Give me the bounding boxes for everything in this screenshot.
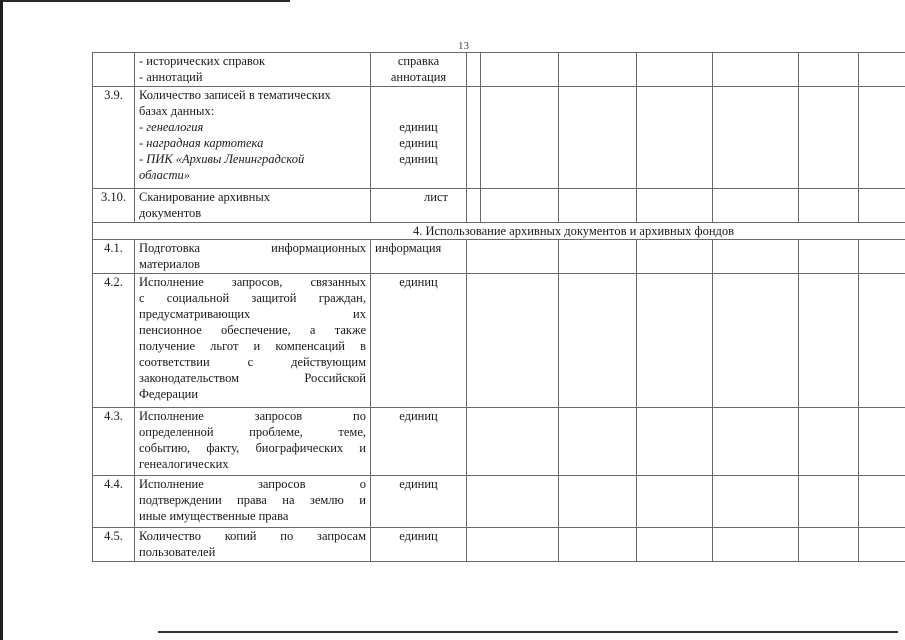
row-item: - генеалогия <box>139 120 204 134</box>
row-text-line: пенсионное обеспечение, а также <box>139 323 366 337</box>
table-row <box>93 408 905 476</box>
empty-cell <box>637 53 713 87</box>
row-text-line: предусматривающих их <box>139 307 366 321</box>
row-title-line: документов <box>139 206 202 220</box>
empty-cell <box>481 189 559 223</box>
row-text-line: с социальной защитой граждан, <box>139 291 366 305</box>
page-number: 13 <box>458 40 469 52</box>
row-unit <box>371 53 467 87</box>
row-name <box>135 528 371 562</box>
empty-cell <box>799 476 859 528</box>
empty-cell <box>467 528 559 562</box>
table-row <box>93 274 905 408</box>
empty-cell <box>859 189 905 223</box>
empty-cell <box>559 189 637 223</box>
empty-cell <box>859 53 905 87</box>
table-row <box>93 189 905 223</box>
empty-cell <box>559 274 637 408</box>
row-text-line: Федерации <box>139 387 199 401</box>
row-text-line: Подготовка информационных <box>139 241 366 255</box>
empty-cell <box>559 476 637 528</box>
row-item: - наградная картотека <box>139 136 264 150</box>
empty-cell <box>713 274 799 408</box>
row-text-line: пользователей <box>139 545 216 559</box>
row-text-line: иные имущественные права <box>139 509 289 523</box>
row-unit: информация <box>371 240 467 274</box>
row-text-line: Исполнение запросов о <box>139 477 366 491</box>
unit-label: единиц <box>399 152 438 166</box>
empty-cell <box>467 240 559 274</box>
unit-label: единиц <box>399 136 438 150</box>
archive-work-plan-table <box>92 52 905 562</box>
empty-cell <box>481 87 559 189</box>
section-title: 4. Использование архивных документов и архивных фондов <box>93 223 905 240</box>
row-number: 3.10. <box>93 189 135 223</box>
row-number: 4.1. <box>93 240 135 274</box>
row-title-line: базах данных: <box>139 104 215 118</box>
scan-top-edge <box>0 0 290 2</box>
row-unit <box>371 87 467 189</box>
table-row <box>93 87 905 189</box>
empty-cell <box>637 528 713 562</box>
table-row <box>93 53 905 87</box>
empty-cell <box>859 87 905 189</box>
row-item: области» <box>139 168 190 182</box>
table-row <box>93 240 905 274</box>
empty-cell <box>713 476 799 528</box>
empty-cell <box>799 240 859 274</box>
empty-cell <box>637 189 713 223</box>
empty-cell <box>559 53 637 87</box>
table-row <box>93 476 905 528</box>
unit-label: аннотация <box>390 70 447 84</box>
row-title-line: Сканирование архивных <box>139 190 270 204</box>
section-heading-row <box>93 223 905 240</box>
row-number: 4.4. <box>93 476 135 528</box>
row-text-line: соответствии с действующим <box>139 355 366 369</box>
empty-cell <box>713 240 799 274</box>
row-name <box>135 274 371 408</box>
row-number: 3.9. <box>93 87 135 189</box>
empty-cell <box>859 274 905 408</box>
row-item: - аннотаций <box>139 70 203 84</box>
scan-bottom-rule <box>158 631 898 633</box>
empty-cell <box>713 87 799 189</box>
row-text-line: материалов <box>139 257 201 271</box>
empty-cell <box>481 53 559 87</box>
row-unit: единиц <box>371 528 467 562</box>
empty-cell <box>713 408 799 476</box>
unit-label: справка <box>397 54 440 68</box>
empty-cell <box>799 87 859 189</box>
empty-cell <box>467 87 481 189</box>
row-number: 4.3. <box>93 408 135 476</box>
empty-cell <box>559 408 637 476</box>
empty-cell <box>637 240 713 274</box>
row-number: 4.2. <box>93 274 135 408</box>
empty-cell <box>713 528 799 562</box>
row-name <box>135 240 371 274</box>
row-unit: лист <box>371 189 467 223</box>
row-name <box>135 189 371 223</box>
empty-cell <box>859 408 905 476</box>
row-text-line: получение льгот и компенсаций в <box>139 339 366 353</box>
row-text-line: Исполнение запросов, связанных <box>139 275 366 289</box>
empty-cell <box>799 189 859 223</box>
empty-cell <box>467 53 481 87</box>
empty-cell <box>559 87 637 189</box>
empty-cell <box>637 274 713 408</box>
table-row <box>93 528 905 562</box>
empty-cell <box>799 53 859 87</box>
empty-cell <box>859 476 905 528</box>
row-item: - ПИК «Архивы Ленинградской <box>139 152 305 166</box>
row-text-line: событию, факту, биографических и <box>139 441 366 455</box>
row-number: 4.5. <box>93 528 135 562</box>
empty-cell <box>637 408 713 476</box>
row-title-line: Количество записей в тематических <box>139 88 331 102</box>
row-name <box>135 53 371 87</box>
row-number <box>93 53 135 87</box>
empty-cell <box>859 528 905 562</box>
empty-cell <box>799 408 859 476</box>
row-name <box>135 408 371 476</box>
empty-cell <box>559 528 637 562</box>
empty-cell <box>637 476 713 528</box>
row-unit: единиц <box>371 274 467 408</box>
row-name <box>135 87 371 189</box>
empty-cell <box>467 408 559 476</box>
row-text-line: определенной проблеме, теме, <box>139 425 366 439</box>
empty-cell <box>859 240 905 274</box>
empty-cell <box>637 87 713 189</box>
empty-cell <box>559 240 637 274</box>
row-text-line: законодательством Российской <box>139 371 366 385</box>
row-text-line: генеалогических <box>139 457 229 471</box>
row-name <box>135 476 371 528</box>
row-unit: единиц <box>371 408 467 476</box>
empty-cell <box>799 274 859 408</box>
empty-cell <box>713 189 799 223</box>
row-item: - исторических справок <box>139 54 266 68</box>
row-text-line: Исполнение запросов по <box>139 409 366 423</box>
unit-label: единиц <box>399 120 438 134</box>
row-text-line: Количество копий по запросам <box>139 529 366 543</box>
empty-cell <box>713 53 799 87</box>
empty-cell <box>467 274 559 408</box>
empty-cell <box>799 528 859 562</box>
row-unit: единиц <box>371 476 467 528</box>
empty-cell <box>467 189 481 223</box>
empty-cell <box>467 476 559 528</box>
scan-left-edge <box>0 0 3 640</box>
row-text-line: подтверждении права на землю и <box>139 493 366 507</box>
